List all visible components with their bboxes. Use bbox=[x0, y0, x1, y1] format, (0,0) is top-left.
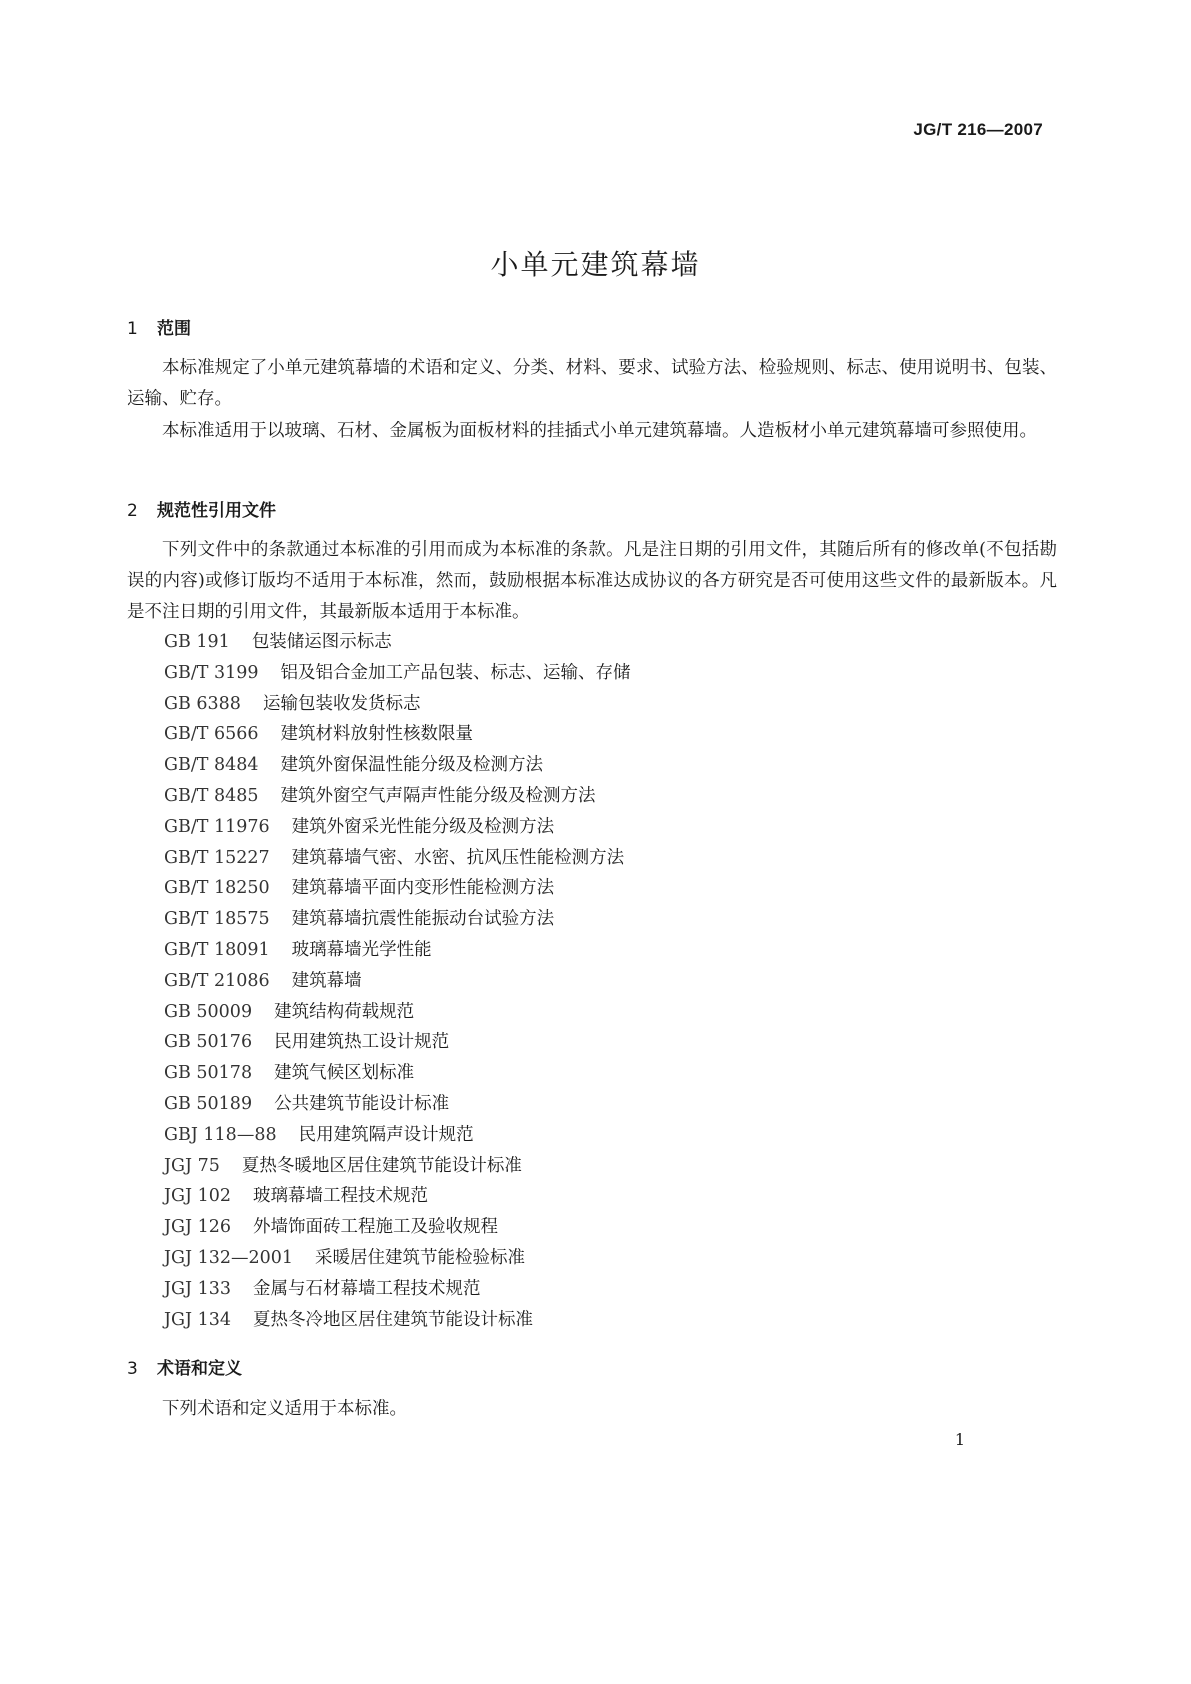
reference-item bbox=[164, 719, 631, 750]
reference-name: 建筑幕墙抗震性能振动台试验方法 bbox=[291, 909, 555, 930]
reference-name: 建筑外窗空气声隔声性能分级及检测方法 bbox=[280, 785, 596, 806]
reference-name: 包装储运图示标志 bbox=[251, 632, 392, 652]
reference-item bbox=[164, 904, 631, 935]
reference-item bbox=[164, 1181, 631, 1212]
section-2-heading bbox=[127, 496, 276, 521]
reference-name: 玻璃幕墙工程技术规范 bbox=[252, 1186, 428, 1207]
reference-item bbox=[164, 935, 631, 966]
reference-item bbox=[164, 1274, 631, 1305]
reference-code: GB 50178 bbox=[164, 1063, 253, 1084]
reference-name: 建筑材料放射性核数限量 bbox=[280, 724, 474, 745]
reference-item bbox=[164, 750, 631, 781]
reference-item bbox=[164, 966, 631, 997]
reference-name: 金属与石材幕墙工程技术规范 bbox=[252, 1278, 481, 1299]
standard-code: JG/T 216—2007 bbox=[913, 120, 1043, 139]
reference-name: 玻璃幕墙光学性能 bbox=[291, 939, 432, 960]
reference-item bbox=[164, 689, 631, 720]
section-3-heading bbox=[127, 1354, 242, 1379]
reference-name: 运输包装收发货标志 bbox=[262, 693, 421, 714]
reference-name: 建筑外窗保温性能分级及检测方法 bbox=[280, 755, 544, 776]
reference-item bbox=[164, 1089, 631, 1120]
reference-item bbox=[164, 781, 631, 812]
section-number: 2 bbox=[127, 501, 138, 521]
reference-code: JGJ 134 bbox=[164, 1309, 231, 1330]
reference-item bbox=[164, 1305, 631, 1336]
reference-code: GB 191 bbox=[164, 632, 230, 652]
reference-item bbox=[164, 812, 631, 843]
reference-item bbox=[164, 1243, 631, 1274]
section-2-intro: 下列文件中的条款通过本标准的引用而成为本标准的条款。凡是注日期的引用文件，其随后所有的修改单(不包括勘误的内容)或修订版均不适用于本标准，然而，鼓励根据本标准达成协议的各方研究是否可使用这些文件的最新版本。凡是不注日期的引用文件，其最新版本适用于本标准。 bbox=[127, 540, 1057, 622]
reference-item bbox=[164, 1151, 631, 1182]
reference-item bbox=[164, 997, 631, 1028]
reference-code: GB/T 21086 bbox=[164, 970, 270, 991]
reference-code: GB/T 11976 bbox=[164, 816, 270, 837]
section-1-heading bbox=[127, 314, 191, 339]
reference-item bbox=[164, 1212, 631, 1243]
reference-code: GB 50176 bbox=[164, 1032, 253, 1053]
reference-code: GB/T 6566 bbox=[164, 724, 259, 745]
reference-name: 建筑幕墙气密、水密、抗风压性能检测方法 bbox=[291, 847, 625, 868]
reference-item bbox=[164, 1058, 631, 1089]
section-1-paragraph-2: 本标准适用于以玻璃、石材、金属板为面板材料的挂插式小单元建筑幕墙。人造板材小单元建筑幕墙可参照使用。 bbox=[162, 421, 1037, 441]
reference-code: GBJ 118—88 bbox=[164, 1124, 277, 1145]
section-title: 规范性引用文件 bbox=[157, 501, 276, 521]
reference-code: GB/T 8485 bbox=[164, 785, 259, 806]
reference-list bbox=[164, 627, 631, 1335]
reference-name: 民用建筑热工设计规范 bbox=[274, 1032, 450, 1053]
reference-name: 建筑幕墙 bbox=[291, 970, 362, 991]
reference-code: GB/T 18250 bbox=[164, 878, 270, 899]
reference-code: JGJ 102 bbox=[164, 1186, 231, 1207]
reference-item bbox=[164, 843, 631, 874]
reference-code: GB/T 8484 bbox=[164, 755, 259, 776]
reference-item bbox=[164, 627, 631, 658]
reference-item bbox=[164, 873, 631, 904]
reference-name: 建筑外窗采光性能分级及检测方法 bbox=[291, 816, 555, 837]
reference-code: JGJ 126 bbox=[164, 1217, 231, 1238]
section-number: 1 bbox=[127, 319, 138, 339]
reference-code: JGJ 133 bbox=[164, 1278, 231, 1299]
reference-name: 建筑幕墙平面内变形性能检测方法 bbox=[291, 878, 555, 899]
reference-item bbox=[164, 658, 631, 689]
reference-name: 外墙饰面砖工程施工及验收规程 bbox=[252, 1217, 498, 1238]
reference-code: GB 50009 bbox=[164, 1001, 253, 1022]
reference-code: GB/T 18575 bbox=[164, 909, 270, 930]
reference-code: GB/T 15227 bbox=[164, 847, 270, 868]
reference-item bbox=[164, 1120, 631, 1151]
section-number: 3 bbox=[127, 1359, 138, 1379]
reference-name: 民用建筑隔声设计规范 bbox=[298, 1124, 474, 1145]
reference-name: 公共建筑节能设计标准 bbox=[274, 1093, 450, 1114]
document-title: 小单元建筑幕墙 bbox=[490, 247, 701, 281]
page-number: 1 bbox=[954, 1430, 965, 1449]
reference-code: JGJ 75 bbox=[164, 1155, 220, 1176]
reference-item bbox=[164, 1027, 631, 1058]
reference-name: 建筑结构荷载规范 bbox=[274, 1001, 415, 1022]
reference-code: GB 50189 bbox=[164, 1093, 253, 1114]
reference-name: 采暖居住建筑节能检验标准 bbox=[315, 1247, 526, 1268]
reference-name: 夏热冬暖地区居住建筑节能设计标准 bbox=[241, 1155, 522, 1176]
reference-code: GB/T 3199 bbox=[164, 662, 259, 683]
section-title: 术语和定义 bbox=[157, 1359, 242, 1379]
reference-name: 建筑气候区划标准 bbox=[274, 1063, 415, 1084]
section-title: 范围 bbox=[157, 319, 191, 339]
reference-code: GB/T 18091 bbox=[164, 939, 270, 960]
reference-name: 铝及铝合金加工产品包装、标志、运输、存储 bbox=[280, 662, 631, 683]
section-1-paragraph-1: 本标准规定了小单元建筑幕墙的术语和定义、分类、材料、要求、试验方法、检验规则、标志、使用说明书、包装、运输、贮存。 bbox=[127, 358, 1057, 409]
reference-name: 夏热冬冷地区居住建筑节能设计标准 bbox=[252, 1309, 533, 1330]
section-3-intro: 下列术语和定义适用于本标准。 bbox=[162, 1399, 407, 1419]
reference-code: GB 6388 bbox=[164, 693, 241, 714]
reference-code: JGJ 132—2001 bbox=[164, 1247, 294, 1268]
